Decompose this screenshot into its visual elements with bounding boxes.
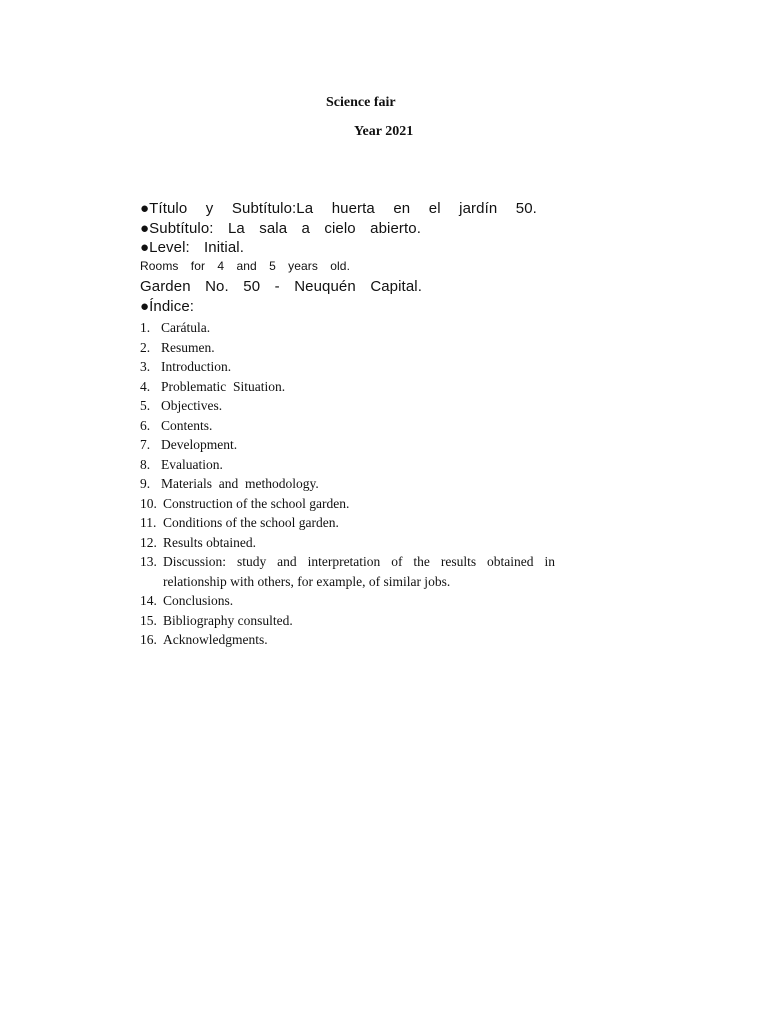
toc-number: 6.	[140, 417, 151, 433]
toc-number: 2.	[140, 339, 151, 355]
word: for	[190, 259, 206, 273]
toc-text: Materials and methodology.	[161, 476, 319, 491]
toc-item	[140, 396, 560, 416]
toc-item	[140, 338, 560, 358]
toc-text: Bibliography consulted.	[163, 612, 293, 628]
toc-text: Objectives.	[161, 398, 223, 413]
toc-number: 5.	[140, 398, 151, 413]
toc-text: Conclusions.	[163, 593, 234, 608]
toc-item	[140, 591, 560, 611]
toc-number: 16.	[140, 632, 157, 647]
word: ●Título	[140, 200, 188, 217]
toc-text: Construction of the school garden.	[163, 495, 350, 511]
toc-item	[140, 474, 560, 494]
toc-item	[140, 494, 560, 514]
word: years	[288, 259, 318, 273]
word: huerta	[331, 200, 375, 217]
toc-number: 11.	[140, 515, 157, 530]
toc-text: Results obtained.	[163, 534, 256, 550]
word: cielo	[324, 220, 356, 237]
document-title: Science fair	[326, 95, 396, 110]
word: old.	[330, 259, 350, 273]
word: 50.	[515, 200, 537, 217]
garden-line	[140, 278, 422, 295]
word: Neuquén	[294, 278, 356, 295]
level-line	[140, 239, 244, 256]
toc-text: Evaluation.	[161, 456, 223, 472]
word: Capital.	[370, 278, 422, 295]
toc-number: 8.	[140, 456, 151, 472]
toc-item	[140, 552, 560, 591]
toc-text: Introduction.	[161, 359, 232, 374]
word: en	[393, 200, 411, 217]
word: Initial.	[204, 239, 244, 256]
toc-item	[140, 416, 560, 436]
indice-heading: ●Índice:	[140, 298, 195, 315]
toc-number: 10.	[140, 495, 157, 511]
table-of-contents	[140, 318, 560, 650]
word: No.	[205, 278, 229, 295]
toc-item	[140, 377, 560, 397]
toc-item	[140, 435, 560, 455]
word: y	[205, 200, 214, 217]
toc-item	[140, 611, 560, 631]
toc-item	[140, 455, 560, 475]
word: Rooms	[140, 259, 179, 273]
toc-text: Resumen.	[161, 339, 215, 355]
toc-number: 9.	[140, 476, 151, 491]
toc-text: Contents.	[161, 417, 213, 433]
word: el	[428, 200, 441, 217]
rooms-line	[140, 259, 350, 273]
toc-item	[140, 513, 560, 533]
toc-item	[140, 357, 560, 377]
titulo-line	[140, 200, 537, 217]
document-year: Year 2021	[354, 124, 414, 139]
word: Subtítulo:La	[231, 200, 314, 217]
word: 5	[269, 259, 276, 273]
toc-number: 15.	[140, 612, 157, 628]
toc-number: 1.	[140, 320, 151, 335]
toc-item	[140, 318, 560, 338]
word: jardín	[459, 200, 498, 217]
word: ●Level:	[140, 239, 190, 256]
toc-number: 3.	[140, 359, 151, 374]
toc-number: 4.	[140, 378, 151, 394]
toc-text: Development.	[161, 437, 238, 452]
word: 4	[217, 259, 225, 273]
toc-text: Discussion: study and interpretation of the results obtained in relationship with others, for example, of similar jobs.	[163, 554, 555, 589]
word: and	[236, 259, 257, 273]
word: -	[274, 278, 280, 295]
toc-number: 14.	[140, 593, 157, 608]
word: ●Subtítulo:	[140, 220, 214, 237]
toc-number: 7.	[140, 437, 151, 452]
word: La	[227, 220, 245, 237]
word: a	[301, 220, 310, 237]
toc-text: Conditions of the school garden.	[163, 515, 339, 530]
toc-text: Problematic Situation.	[161, 378, 286, 394]
toc-item	[140, 630, 560, 650]
toc-item	[140, 533, 560, 553]
word: 50	[243, 278, 261, 295]
word: Garden	[140, 278, 191, 295]
toc-text: Acknowledgments.	[163, 632, 268, 647]
subtitulo-line	[140, 220, 421, 237]
toc-text: Carátula.	[161, 320, 211, 335]
toc-number: 12.	[140, 534, 157, 550]
word: abierto.	[370, 220, 421, 237]
toc-number: 13.	[140, 554, 157, 569]
word: sala	[259, 220, 288, 237]
